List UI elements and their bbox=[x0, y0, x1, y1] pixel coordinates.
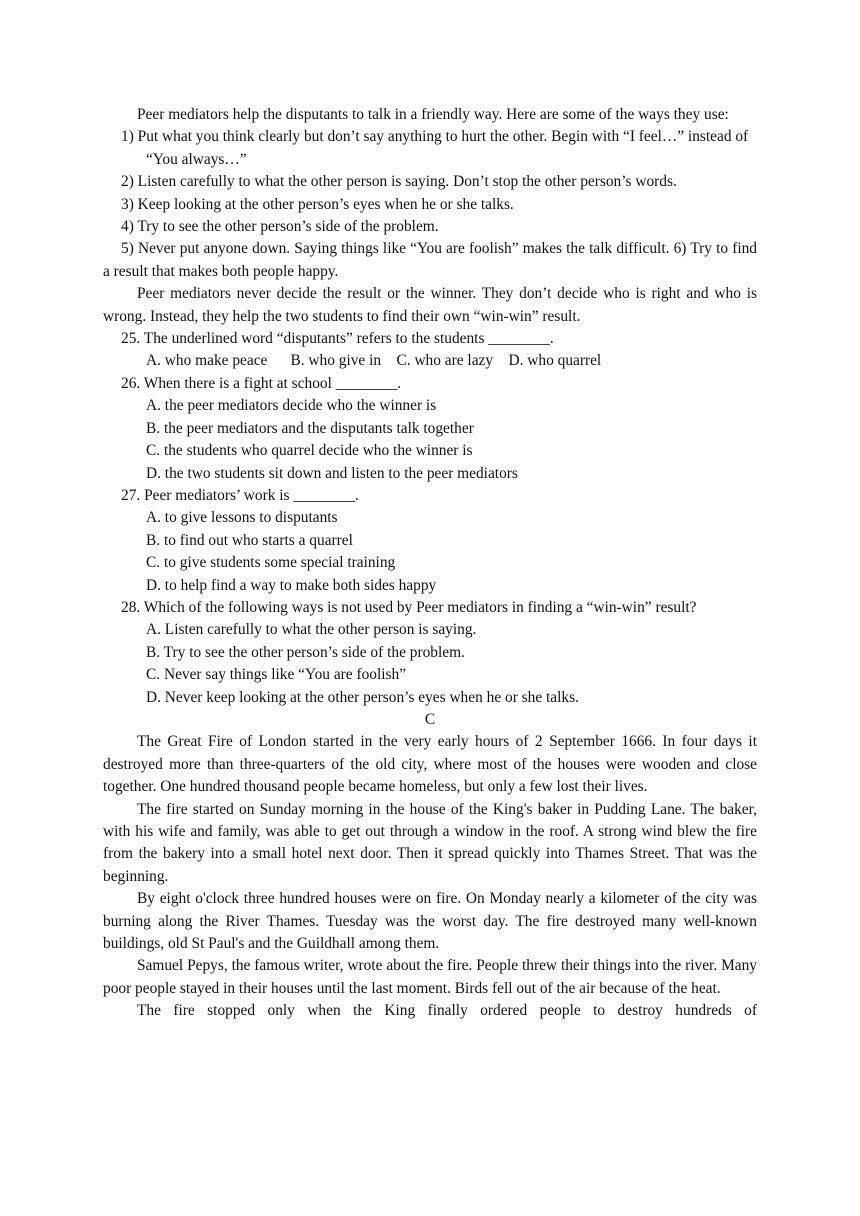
q26-option-c: C. the students who quarrel decide who the winner is bbox=[146, 442, 473, 460]
q25-option-c: C. who are lazy bbox=[396, 352, 494, 370]
intro-paragraph: Peer mediators help the disputants to talk in a friendly way. Here are some of the ways they use: bbox=[137, 106, 729, 123]
exam-page bbox=[103, 104, 757, 1023]
q26-option-a: A. the peer mediators decide who the winner is bbox=[146, 397, 437, 415]
q26-option-d: D. the two students sit down and listen to the peer mediators bbox=[146, 464, 518, 482]
q27-option-d: D. to help find a way to make both sides happy bbox=[146, 576, 437, 594]
q25-option-b: B. who give in bbox=[290, 352, 382, 370]
q25-option-d: D. who quarrel bbox=[508, 352, 602, 370]
q27-option-c: C. to give students some special training bbox=[146, 554, 396, 572]
q28-option-d: D. Never keep looking at the other person’s eyes when he or she talks. bbox=[146, 688, 579, 706]
section-c-paragraph-1: The Great Fire of London started in the very early hours of 2 September 1666. In four days it destroyed more than three-quarters of the old city, where most of the houses were wooden and close together. One hundred thousand people became homeless, but only a few lost their lives. bbox=[103, 733, 757, 796]
q26-option-b: B. the peer mediators and the disputants talk together bbox=[146, 419, 474, 437]
q28-option-c: C. Never say things like “You are foolish” bbox=[146, 666, 407, 684]
q28-option-a: A. Listen carefully to what the other person is saying. bbox=[146, 621, 477, 639]
question-28-stem: 28. Which of the following ways is not used by Peer mediators in finding a “win-win” result? bbox=[121, 598, 697, 616]
question-25-stem: 25. The underlined word “disputants” refers to the students ________. bbox=[121, 330, 554, 348]
way-item-5-6: 5) Never put anyone down. Saying things like “You are foolish” makes the talk difficult. 6) Try to find a result that makes both people happy. bbox=[103, 240, 757, 280]
q28-option-b: B. Try to see the other person’s side of the problem. bbox=[146, 643, 465, 661]
q25-option-a: A. who make peace bbox=[146, 352, 268, 370]
section-c-paragraph-2: The fire started on Sunday morning in the house of the King's baker in Pudding Lane. The baker, with his wife and family, was able to get out through a window in the roof. A strong wind blew the fire from the bakery into a small hotel next door. Then it spread quickly into Thames Street. That was the beginning. bbox=[103, 800, 757, 885]
way-item-3: 3) Keep looking at the other person’s eyes when he or she talks. bbox=[121, 195, 514, 213]
q27-option-b: B. to find out who starts a quarrel bbox=[146, 531, 353, 549]
q27-option-a: A. to give lessons to disputants bbox=[146, 509, 338, 527]
way-item-1: 1) Put what you think clearly but don’t say anything to hurt the other. Begin with “I feel…” instead of “You always…” bbox=[121, 128, 749, 168]
section-c-paragraph-3: By eight o'clock three hundred houses were on fire. On Monday nearly a kilometer of the city was burning along the River Thames. Tuesday was the worst day. The fire destroyed many well-known buildings, old St Paul's and the Guildhall among them. bbox=[103, 890, 757, 953]
question-27-stem: 27. Peer mediators’ work is ________. bbox=[121, 486, 359, 504]
section-c-paragraph-5: The fire stopped only when the King finally ordered people to destroy hundreds of bbox=[137, 1002, 757, 1020]
question-26-stem: 26. When there is a fight at school ________. bbox=[121, 374, 402, 392]
way-item-4: 4) Try to see the other person’s side of the problem. bbox=[121, 218, 439, 236]
question-25-options bbox=[146, 350, 757, 372]
closing-paragraph: Peer mediators never decide the result or the winner. They don’t decide who is right and who is wrong. Instead, they help the two students to find their own “win-win” result. bbox=[103, 285, 757, 325]
section-c-paragraph-4: Samuel Pepys, the famous writer, wrote about the fire. People threw their things into the river. Many poor people stayed in their houses until the last moment. Birds fell out of the air because of the heat. bbox=[103, 957, 757, 997]
section-c-heading: C bbox=[424, 710, 436, 728]
way-item-2: 2) Listen carefully to what the other person is saying. Don’t stop the other person’s words. bbox=[121, 173, 677, 191]
